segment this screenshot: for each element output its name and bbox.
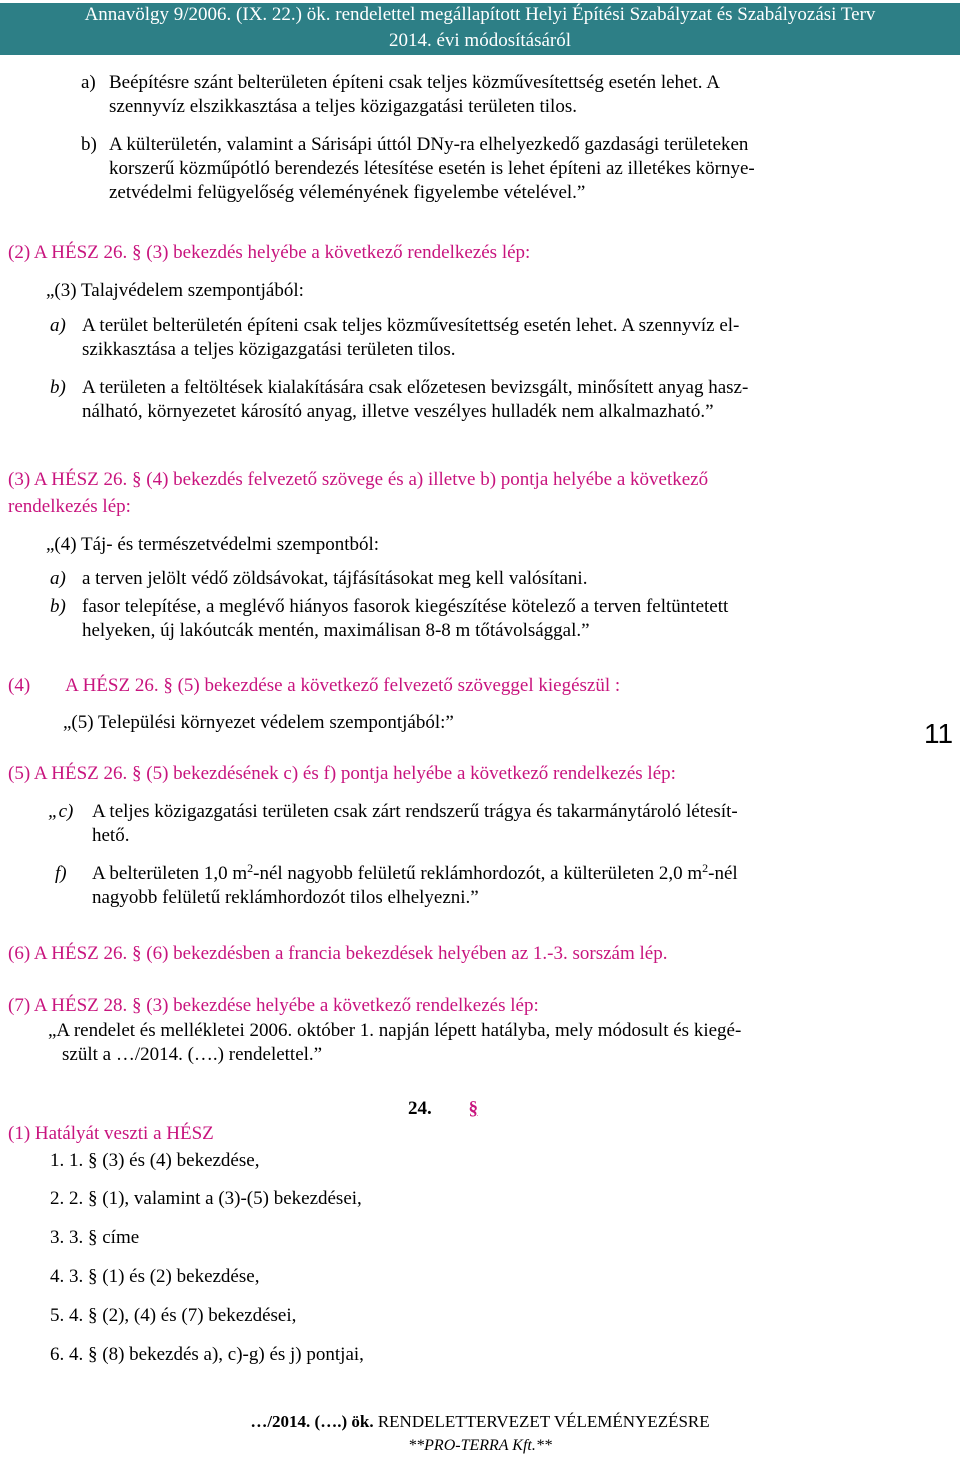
header-title: Annavölgy 9/2006. (IX. 22.) ök. rendelettel megállapított Helyi Építési Szabályzat és Szabályozási Terv xyxy=(0,3,960,29)
page-number: 11 xyxy=(924,718,954,749)
superscript: 2 xyxy=(702,861,709,875)
item-text: korszerű közműpótló berendezés létesítése esetén is lehet építeni az illetékes környe- xyxy=(109,158,755,179)
paragraph-2-item-a xyxy=(50,314,910,362)
superscript: 2 xyxy=(247,861,254,875)
item-label: b) xyxy=(50,377,66,398)
item-text: fasor telepítése, a meglévő hiányos fasorok kiegészítése kötelező a terven feltüntetett xyxy=(82,596,729,617)
paragraph-5-heading: (5) A HÉSZ 26. § (5) bekezdésének c) és f) pontja helyébe a következő rendelkezés lép: xyxy=(8,763,676,784)
item-label: a) xyxy=(81,72,96,93)
footer-bold: …/2014. (….) ök. xyxy=(250,1412,374,1431)
section-number xyxy=(408,1097,478,1121)
top-item-a xyxy=(81,71,901,119)
paragraph-5-item-f xyxy=(55,862,915,910)
item-text: A terület belterületén építeni csak teljes közművesítettség esetén lehet. A szennyvíz el- xyxy=(82,315,740,336)
item-text: nagyobb felületű reklámhordozót tilos elhelyezni.” xyxy=(92,887,479,908)
item-text xyxy=(92,862,915,886)
repeal-item: 1. 1. § (3) és (4) bekezdése, xyxy=(50,1150,260,1171)
text-run: -nél xyxy=(708,863,738,884)
repeal-item: 4. 3. § (1) és (2) bekezdése, xyxy=(50,1266,260,1287)
paragraph-3-heading xyxy=(8,468,708,519)
text-line: szült a …/2014. (….) rendelettel.” xyxy=(62,1044,323,1065)
paragraph-6-heading: (6) A HÉSZ 26. § (6) bekezdésben a francia bekezdések helyében az 1.-3. sorszám lép. xyxy=(8,943,668,964)
footer-line xyxy=(0,1411,960,1433)
paragraph-4-intro: „(5) Települési környezet védelem szempontjából:” xyxy=(63,712,454,733)
item-text: zetvédelmi felügyelőség véleményének figyelembe vételével.” xyxy=(109,182,586,203)
text-run: A belterületen 1,0 m xyxy=(92,863,248,884)
item-label: f) xyxy=(55,863,67,884)
paragraph-2-item-b xyxy=(50,376,910,424)
repeal-heading: (1) Hatályát veszti a HÉSZ xyxy=(8,1123,214,1144)
section-num: 24. xyxy=(408,1098,432,1119)
paragraph-4-heading xyxy=(8,674,620,698)
item-text: hető. xyxy=(92,825,130,846)
heading-text: A HÉSZ 26. § (5) bekezdése a következő felvezető szöveggel kiegészül : xyxy=(65,675,621,696)
item-label: „c) xyxy=(48,801,74,822)
paragraph-7-text xyxy=(48,1019,741,1067)
paragraph-7-heading: (7) A HÉSZ 28. § (3) bekezdése helyébe a következő rendelkezés lép: xyxy=(8,995,539,1016)
top-item-b xyxy=(81,133,901,205)
item-text: helyeken, új lakóutcák mentén, maximálisan 8-8 m tőtávolsággal.” xyxy=(82,620,590,641)
item-label: a) xyxy=(50,568,66,589)
item-text: szikkasztása a teljes közigazgatási területen tilos. xyxy=(82,339,456,360)
paragraph-3-intro: „(4) Táj- és természetvédelmi szempontból: xyxy=(46,534,380,555)
item-text: A területen a feltöltések kialakítására csak előzetesen bevizsgált, minősített anyag hasz- xyxy=(82,377,749,398)
text-line: „A rendelet és mellékletei 2006. október 1. napján lépett hatályba, mely módosult és kiegé- xyxy=(48,1020,742,1041)
footer-text: RENDELETTERVEZET VÉLEMÉNYEZÉSRE xyxy=(373,1412,710,1431)
item-text: szennyvíz elszikkasztása a teljes közigazgatási területen tilos. xyxy=(109,96,577,117)
header-subtitle: 2014. évi módosításáról xyxy=(0,29,960,55)
text-run: -nél nagyobb felületű reklámhordozót, a külterületen 2,0 m xyxy=(253,863,703,884)
item-text: Beépítésre szánt belterületen építeni csak teljes közművesítettség esetén lehet. A xyxy=(109,72,720,93)
repeal-item: 2. 2. § (1), valamint a (3)-(5) bekezdései, xyxy=(50,1188,362,1209)
item-text: a terven jelölt védő zöldsávokat, tájfásításokat meg kell valósítani. xyxy=(82,568,588,589)
repeal-item: 3. 3. § címe xyxy=(50,1227,140,1248)
item-text: A külterületén, valamint a Sárisápi úttól DNy-ra elhelyezkedő gazdasági területeken xyxy=(109,134,749,155)
section-sign: § xyxy=(468,1098,478,1119)
item-text: A teljes közigazgatási területen csak zárt rendszerű trágya és takarmánytároló létesít- xyxy=(92,801,738,822)
heading-line: rendelkezés lép: xyxy=(8,496,131,517)
heading-line: (3) A HÉSZ 26. § (4) bekezdés felvezető szövege és a) illetve b) pontja helyébe a következő xyxy=(8,469,709,490)
repeal-item: 6. 4. § (8) bekezdés a), c)-g) és j) pontjai, xyxy=(50,1344,364,1365)
paragraph-number: (4) xyxy=(8,675,31,696)
item-label: a) xyxy=(50,315,66,336)
item-label: b) xyxy=(81,134,97,155)
paragraph-3-item-a xyxy=(50,567,910,591)
paragraph-5-item-c xyxy=(48,800,908,848)
paragraph-2-intro: „(3) Talajvédelem szempontjából: xyxy=(46,280,304,301)
repeal-item: 5. 4. § (2), (4) és (7) bekezdései, xyxy=(50,1305,297,1326)
item-label: b) xyxy=(50,596,66,617)
paragraph-2-heading: (2) A HÉSZ 26. § (3) bekezdés helyébe a következő rendelkezés lép: xyxy=(8,242,531,263)
item-text: nálható, környezetet károsító anyag, illetve veszélyes hulladék nem alkalmazható.” xyxy=(82,401,714,422)
footer-company: **PRO-TERRA Kft.** xyxy=(408,1437,552,1454)
paragraph-3-item-b xyxy=(50,595,910,643)
